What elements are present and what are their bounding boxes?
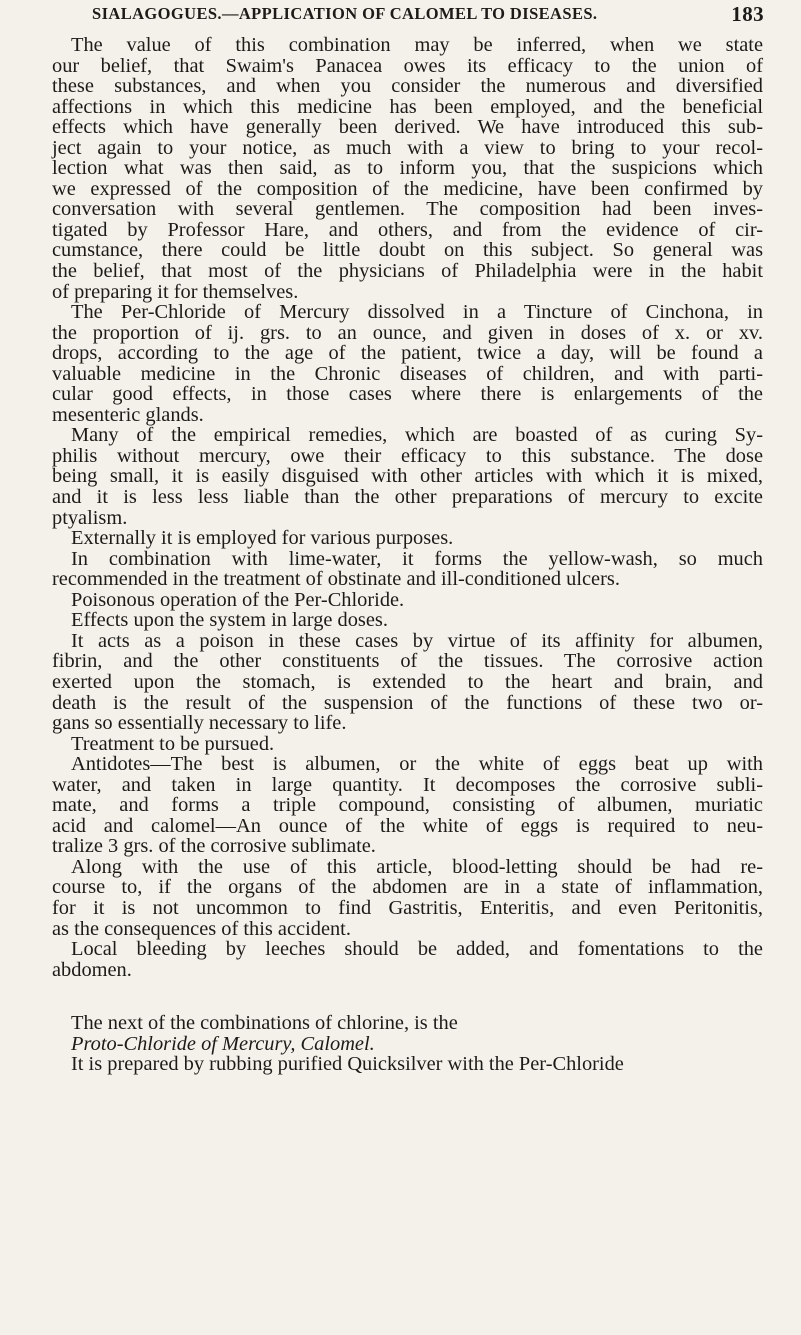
text-line: The value of this combination may be inferred, when we state [71,34,763,56]
text-line: water, and taken in large quantity. It decomposes the corrosive subli- [52,773,763,796]
text-line: effects which have generally been derived. We have introduced this sub- [52,116,763,139]
text-line: Externally it is employed for various purposes. [71,527,454,550]
text-line: valuable medicine in the Chronic diseases of children, and with parti- [52,362,763,385]
closing-intro: The next of the combinations of chlorine, is the [71,1012,458,1035]
text-line: It acts as a poison in these cases by virtue of its affinity for albumen, [71,629,763,652]
text-line: lection what was then said, as to inform you, that the suspicions which [52,157,763,180]
text-line: our belief, that Swaim's Panacea owes its efficacy to the union of [52,54,763,77]
text-line: Effects upon the system in large doses. [71,609,388,632]
text-line: fibrin, and the other constituents of the tissues. The corrosive action [52,650,763,673]
text-line: cumstance, there could be little doubt on this subject. So general was [52,239,763,262]
text-line: acid and calomel—An ounce of the white of eggs is required to neu- [52,814,763,837]
text-line: Treatment to be pursued. [71,732,275,755]
body-text [52,35,763,1075]
text-line: mesenteric glands. [52,403,204,426]
text-line: abdomen. [52,958,132,981]
text-line: Many of the empirical remedies, which are boasted of as curing Sy- [71,424,763,447]
text-line: death is the result of the suspension of the functions of these two or- [52,691,763,714]
text-line: ject again to your notice, as much with a view to bring to your recol- [52,136,763,159]
text-line: as the consequences of this accident. [52,917,351,940]
text-line: course to, if the organs of the abdomen are in a state of inflammation, [52,876,763,899]
text-line: In combination with lime-water, it forms the yellow-wash, so much [71,547,763,570]
text-line: Local bleeding by leeches should be added, and fomentations to the [71,938,763,961]
text-line: drops, according to the age of the patient, twice a day, will be found a [52,342,763,365]
text-line: philis without mercury, owe their efficacy to this substance. The dose [52,444,763,467]
text-line: recommended in the treatment of obstinate and ill-conditioned ulcers. [52,568,620,591]
closing-line: It is prepared by rubbing purified Quicksilver with the Per-Chloride [71,1053,624,1076]
text-line: mate, and forms a triple compound, consisting of albumen, muriatic [52,794,763,817]
text-line: exerted upon the stomach, is extended to the heart and brain, and [52,670,763,693]
text-line: affections in which this medicine has been employed, and the beneficial [52,95,763,118]
text-line: of preparing it for themselves. [52,280,299,303]
text-line: conversation with several gentlemen. The composition had been inves- [52,198,763,221]
text-line: Antidotes—The best is albumen, or the white of eggs beat up with [71,753,763,776]
running-head [92,4,764,28]
section-gap [52,980,763,1013]
text-line: the belief, that most of the physicians of Philadelphia were in the habit [52,260,763,283]
text-line: tralize 3 grs. of the corrosive sublimate. [52,835,376,858]
text-line: ptyalism. [52,506,128,529]
text-line: these substances, and when you consider the numerous and diversified [52,75,763,98]
text-line: and it is less less liable than the other preparations of mercury to excite [52,486,763,509]
text-line: being small, it is easily disguised with other articles with which it is mixed, [52,465,763,488]
text-line: the proportion of ij. grs. to an ounce, and given in doses of x. or xv. [52,321,763,344]
text-line: cular good effects, in those cases where there is enlargements of the [52,383,763,406]
section-heading: Proto-Chloride of Mercury, Calomel. [71,1032,375,1055]
text-line: tigated by Professor Hare, and others, and from the evidence of cir- [52,218,763,241]
text-line: gans so essentially necessary to life. [52,712,347,735]
running-title: SIALAGOGUES.—APPLICATION OF CALOMEL TO DISEASES. [92,4,598,23]
text-line: for it is not uncommon to find Gastritis, Enteritis, and even Peritonitis, [52,896,763,919]
text-line: we expressed of the composition of the medicine, have been confirmed by [52,177,763,200]
text-line: The Per-Chloride of Mercury dissolved in a Tincture of Cinchona, in [71,301,763,324]
text-line: Poisonous operation of the Per-Chloride. [71,588,405,611]
page-number: 183 [731,2,764,26]
text-line: Along with the use of this article, blood-letting should be had re- [71,855,763,878]
